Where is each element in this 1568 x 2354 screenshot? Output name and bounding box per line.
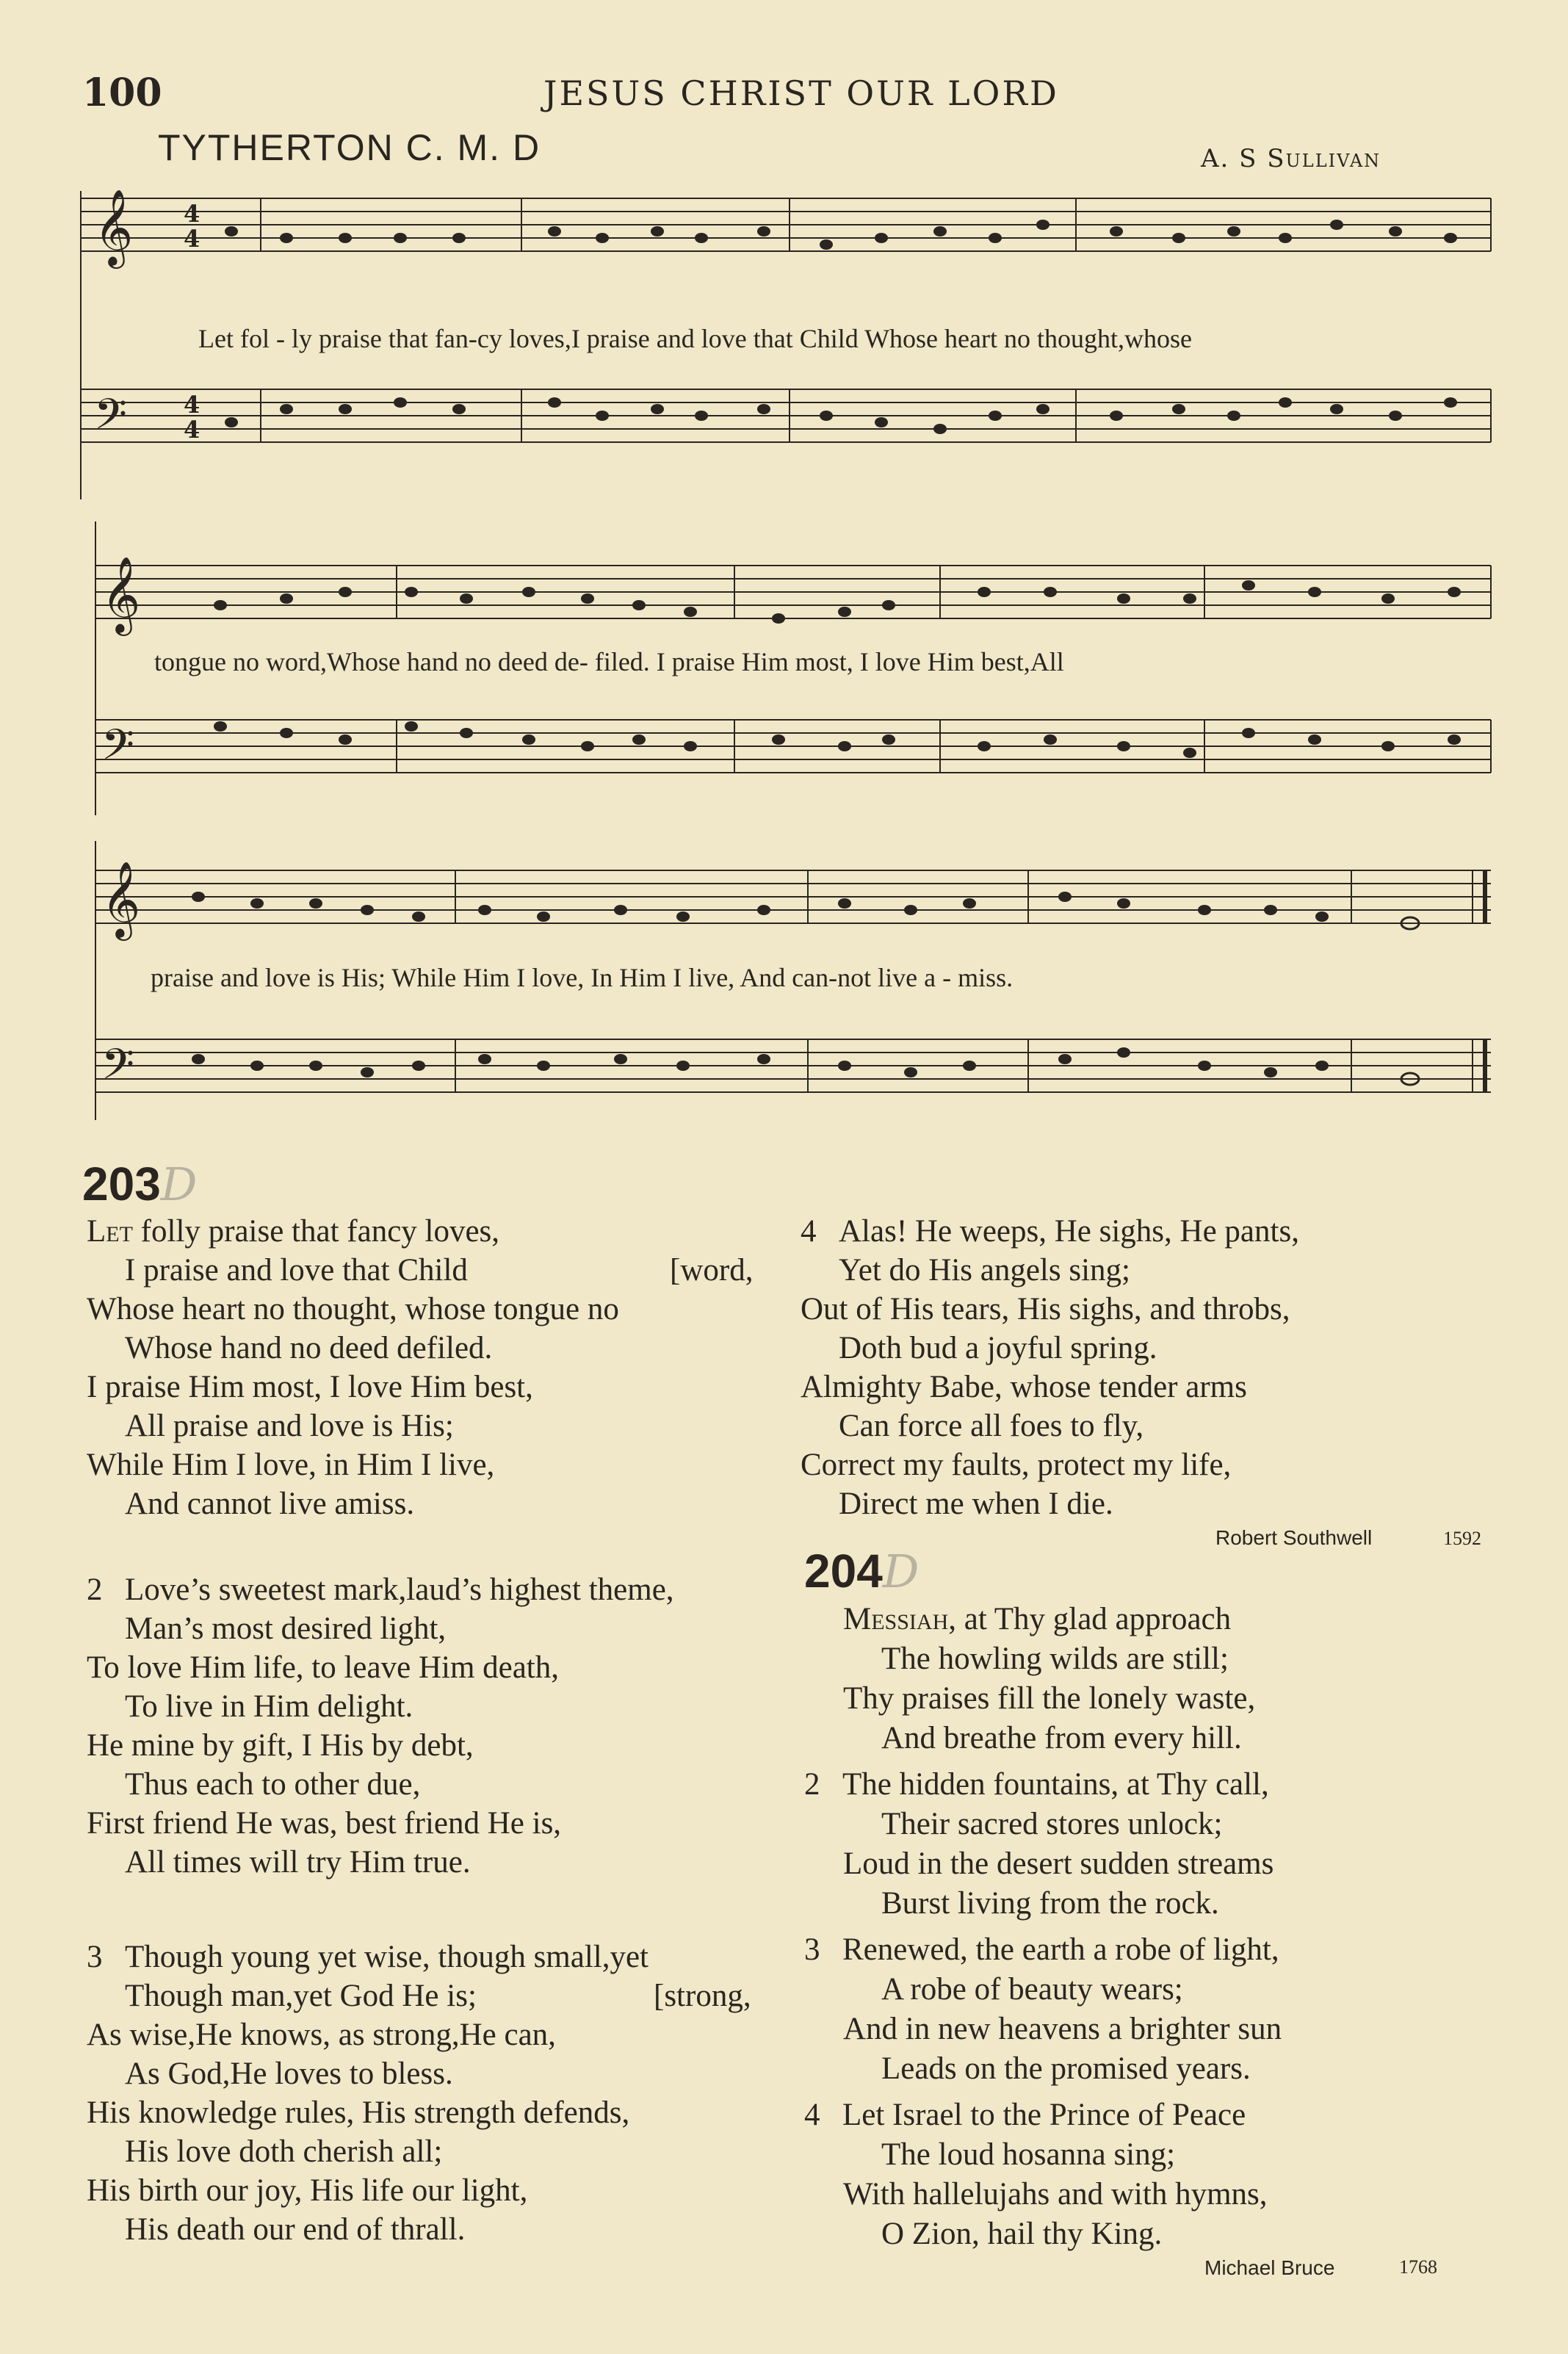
verse-line: His love doth cherish all; xyxy=(125,2134,443,2169)
bass-time-sig-top: 4 xyxy=(184,391,200,419)
verse-line: Burst living from the rock. xyxy=(881,1886,1219,1921)
verse-line: While Him I love, in Him I live, xyxy=(87,1448,495,1482)
bass-clef-icon: 𝄢 xyxy=(101,1039,135,1100)
verse-line: 4 Let Israel to the Prince of Peace xyxy=(804,2098,1246,2132)
running-head: JESUS CHRIST OUR LORD xyxy=(543,73,1059,113)
verse-line: His birth our joy, His life our light, xyxy=(87,2173,528,2208)
verse-line: With hallelujahs and with hymns, xyxy=(843,2177,1268,2212)
author-year: 1768 xyxy=(1399,2256,1437,2278)
verse-line: 2 The hidden fountains, at Thy call, xyxy=(804,1767,1269,1802)
author-year: 1592 xyxy=(1443,1528,1481,1549)
hymn-number: 203 xyxy=(82,1158,161,1210)
bass-clef-icon: 𝄢 xyxy=(101,720,135,780)
verse-line: I praise and love that Child xyxy=(125,1253,468,1288)
lyrics-line-2: tongue no word,Whose hand no deed de- filed. I praise Him most, I love Him best,All xyxy=(154,647,1064,676)
verse-line: Let folly praise that fancy loves, xyxy=(87,1214,500,1249)
verse-line: As wise,He knows, as strong,He can, xyxy=(87,2018,556,2052)
verse-line: Yet do His angels sing; xyxy=(839,1253,1130,1288)
hymn-204-heading xyxy=(804,1544,920,1598)
music-system-2 xyxy=(73,507,1495,837)
verse-line: Correct my faults, protect my life, xyxy=(801,1448,1232,1482)
ornament-icon: D xyxy=(882,1545,920,1598)
turnover-bracket: [word, xyxy=(670,1253,754,1288)
tune-name: TYTHERTON C. M. D xyxy=(158,127,541,168)
verse-line: Thy praises fill the lonely waste, xyxy=(843,1681,1256,1716)
time-sig-top: 4 xyxy=(184,200,200,228)
verse-line: Man’s most desired light, xyxy=(125,1611,447,1646)
bass-clef-icon: 𝄢 xyxy=(94,389,128,450)
verse-line: All praise and love is His; xyxy=(125,1409,454,1443)
verse-line: Almighty Babe, whose tender arms xyxy=(801,1370,1247,1404)
turnover-bracket: [strong, xyxy=(654,1979,751,2013)
verse-line: The loud hosanna sing; xyxy=(881,2137,1176,2172)
composer: A. S Sullivan xyxy=(1201,144,1381,173)
verse-line: Direct me when I die. xyxy=(839,1487,1113,1521)
verse-line: The howling wilds are still; xyxy=(881,1642,1229,1676)
treble-clef-icon: 𝄞 xyxy=(94,189,134,266)
verse-line: 3 Though young yet wise, though small,yet xyxy=(87,1940,649,1974)
page-number: 100 xyxy=(82,71,162,115)
verse-line: He mine by gift, I His by debt, xyxy=(87,1728,474,1763)
hymn-203-heading xyxy=(82,1157,198,1211)
verse-line: His knowledge rules, His strength defends, xyxy=(87,2095,630,2130)
ornament-icon: D xyxy=(160,1158,198,1211)
verse-line: Doth bud a joyful spring. xyxy=(839,1331,1157,1365)
verse-line: To live in Him delight. xyxy=(125,1689,413,1724)
notes-treble xyxy=(214,580,1461,624)
time-sig-bottom: 4 xyxy=(184,225,200,253)
author: Michael Bruce xyxy=(1204,2256,1335,2279)
verse-line: O Zion, hail thy King. xyxy=(881,2217,1163,2251)
verse-line: Messiah, at Thy glad approach xyxy=(843,1602,1232,1636)
music-system-3 xyxy=(73,826,1495,1164)
author: Robert Southwell xyxy=(1215,1526,1373,1549)
verse-line: His death our end of thrall. xyxy=(125,2212,466,2247)
verse-line: First friend He was, best friend He is, xyxy=(87,1806,562,1841)
music-notation xyxy=(73,826,1495,1164)
verse-line: 2 Love’s sweetest mark,laud’s highest theme, xyxy=(87,1573,674,1607)
verse-line: Loud in the desert sudden streams xyxy=(843,1846,1274,1881)
verse-line: All times will try Him true. xyxy=(125,1845,471,1880)
verse-line: I praise Him most, I love Him best, xyxy=(87,1370,533,1404)
verse-line: Thus each to other due, xyxy=(125,1767,421,1802)
verse-line: Whose heart no thought, whose tongue no xyxy=(87,1292,619,1326)
notes-bass xyxy=(214,721,1461,758)
verse-line: A robe of beauty wears; xyxy=(881,1972,1183,2007)
verse-line: To love Him life, to leave Him death, xyxy=(87,1650,560,1685)
verse-line: Whose hand no deed defiled. xyxy=(125,1331,493,1365)
music-system-1 xyxy=(73,176,1495,514)
treble-clef-icon: 𝄞 xyxy=(101,861,141,938)
verse-line: Leads on the promised years. xyxy=(881,2051,1251,2086)
verse-line: Out of His tears, His sighs, and throbs, xyxy=(801,1292,1290,1326)
lyrics-line-3: praise and love is His; While Him I love, In Him I live, And can-not live a - miss. xyxy=(151,963,1014,992)
verse-line: Their sacred stores unlock; xyxy=(881,1807,1223,1841)
verse-line: And cannot live amiss. xyxy=(125,1487,415,1521)
verse-line: 4 Alas! He weeps, He sighs, He pants, xyxy=(801,1214,1299,1249)
verse-line: Though man,yet God He is; xyxy=(125,1979,477,2013)
lyrics-line-1: Let fol - ly praise that fan-cy loves,I praise and love that Child Whose heart no thought,whose xyxy=(198,324,1192,353)
verse-line: And in new heavens a brighter sun xyxy=(843,2012,1282,2046)
verse-line: 3 Renewed, the earth a robe of light, xyxy=(804,1932,1279,1967)
verse-line: And breathe from every hill. xyxy=(881,1721,1242,1755)
hymn-number: 204 xyxy=(804,1545,883,1597)
verse-line: As God,He loves to bless. xyxy=(125,2057,453,2091)
bass-time-sig-bottom: 4 xyxy=(184,416,200,444)
treble-clef-icon: 𝄞 xyxy=(101,556,141,633)
verse-line: Can force all foes to fly, xyxy=(839,1409,1144,1443)
